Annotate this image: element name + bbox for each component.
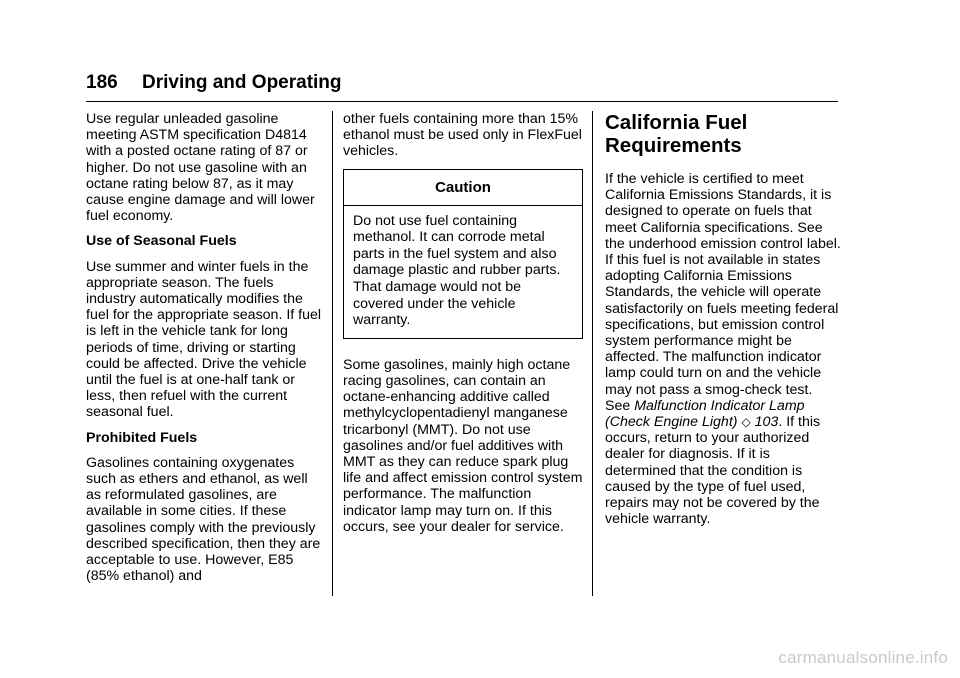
paragraph-mmt: Some gasolines, mainly high octane racing gasolines, can contain an octane-enhancing additive called methylcyclopentadienyl manganese tricarbonyl (MMT). Do not use gasolines and/or fuel additives with MMT as they can reduce spark plug life and affect emission control system performance. The malfunction indicator lamp may turn on. If this occurs, see your dealer for service. [343,356,583,535]
paragraph-prohibited: Gasolines containing oxygenates such as ethers and ethanol, as well as reformulated gasolines, are available in some cities. If these gasolines comply with the previously described specification, then they are acceptable to use. However, E85 (85% ethanol) and [86,454,321,585]
caution-title: Caution [344,170,582,206]
malfunction-indicator-link[interactable]: Malfunction Indicator Lamp (Check Engine Light) [605,397,805,431]
paragraph-california [605,171,841,527]
page-number: 186 [86,72,118,93]
column-2 [343,111,583,544]
page-reference-icon: ◇ [741,415,751,430]
paragraph-flexfuel: other fuels containing more than 15% ethanol must be used only in FlexFuel vehicles. [343,111,582,160]
subheading-seasonal-fuels: Use of Seasonal Fuels [86,233,237,250]
section-title: Driving and Operating [142,72,342,93]
paragraph-seasonal: Use summer and winter fuels in the appropriate season. The fuels industry automatically modifies the fuel for the appropriate season. If fuel is left in the vehicle tank for long periods of time, driving or starting could be affected. Drive the vehicle until the fuel is at one-half tank or less, then refuel with the current seasonal fuel. [86,258,322,421]
subheading-prohibited-fuels: Prohibited Fuels [86,429,198,446]
page-header [86,72,838,102]
caution-box [343,169,583,339]
caution-body: Do not use fuel containing methanol. It can corrode metal parts in the fuel system and also damage plastic and rubber parts. That damage would not be covered under the vehicle warranty. [353,212,561,329]
paragraph-california-end: . If this occurs, return to your authorized dealer for diagnosis. If it is determined that the condition is caused by the type of fuel used, repairs may not be covered by the vehicle warranty. [605,414,821,528]
paragraph-octane: Use regular unleaded gasoline meeting ASTM specification D4814 with a posted octane rating of 87 or higher. Do not use gasoline with an octane rating below 87, as it may cause engine damage and will lower fuel economy. [86,111,315,225]
column-divider-2 [592,111,593,596]
reference-page-number[interactable]: 103 [754,414,779,431]
watermark: carmanualsonline.info [778,648,948,667]
paragraph-california-start: If the vehicle is certified to meet California Emissions Standards, it is designed to operate on fuels that meet California specifications. See the underhood emission control label. If this fuel is not available in states adopting California Emissions Standards, the vehicle will operate satisfactorily on fuels meeting federal specifications, but emission control system performance might be affected. The malfunction indicator lamp could turn on and the vehicle may not pass a smog-check test. See [605,171,841,414]
column-divider-1 [332,111,333,596]
heading-california-fuel: California Fuel Requirements [605,111,748,157]
column-3 [605,111,841,536]
column-1 [86,111,326,593]
